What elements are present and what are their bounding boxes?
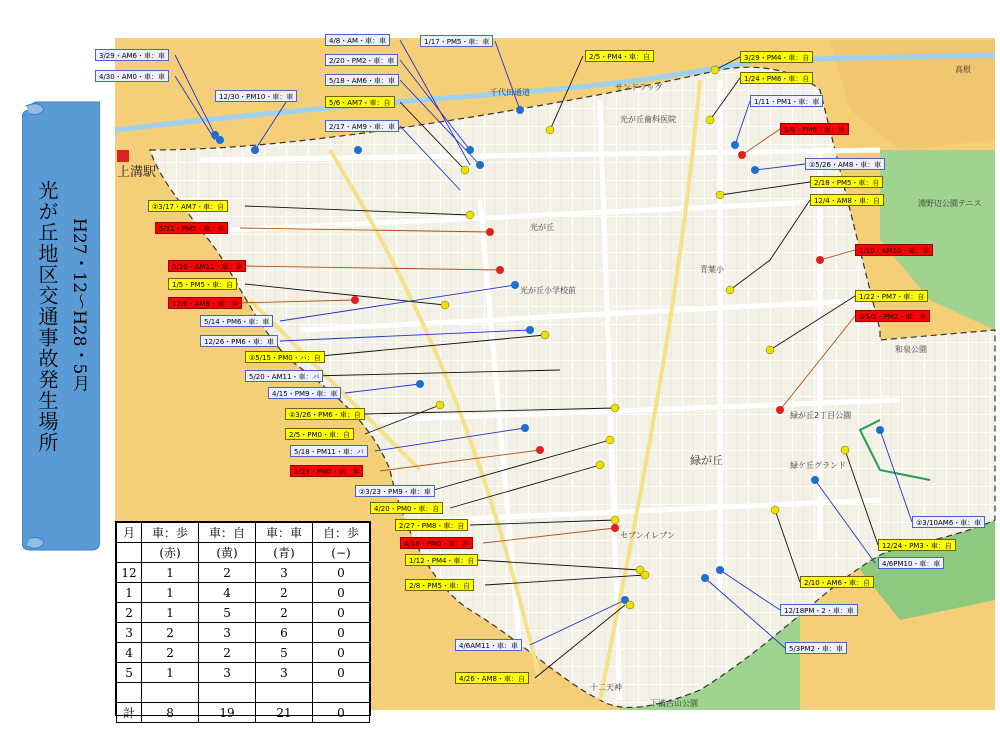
table-cell: 5 <box>199 603 256 623</box>
accident-label: 5/20・AM11・車：バ <box>245 370 323 382</box>
table-header: 車：車 <box>256 523 313 543</box>
pin-icon <box>876 426 884 434</box>
accident-label: 5/6・AM7・車：自 <box>325 96 395 108</box>
place-label: 十二天神 <box>590 683 622 692</box>
table-row <box>117 623 370 643</box>
accident-label: 1/5・PM5・車：自 <box>168 278 237 290</box>
accident-label: 5/18・AM6・車：車 <box>325 74 399 86</box>
table-row <box>117 703 370 723</box>
table-subheader: (青) <box>256 543 313 563</box>
accident-label: 4/15・PM9・車：車 <box>268 387 341 399</box>
accident-label: 5/8・PM6・車：歩 <box>780 123 849 135</box>
accident-label: ②3/10AM6・車：車 <box>912 516 985 528</box>
accident-label: 1/24・PM6・車：自 <box>740 72 813 84</box>
pin-icon <box>351 296 359 304</box>
table-cell: 2 <box>199 563 256 583</box>
pin-icon <box>436 401 444 409</box>
accident-label: 3/29・AM6・車：車 <box>95 49 169 61</box>
pin-icon <box>511 281 519 289</box>
accident-label: 1/11・PM1・車：車 <box>750 95 823 107</box>
accident-label: ②5/5・PM2・車：歩 <box>855 310 930 322</box>
accident-label: 5/31・PM5・車：歩 <box>155 222 228 234</box>
pin-icon <box>766 346 774 354</box>
accident-label: 4/26・AM8・車：自 <box>455 672 529 684</box>
pin-icon <box>611 524 619 532</box>
pin-icon <box>731 141 739 149</box>
place-label: 千代田通道 <box>490 88 530 97</box>
table-cell: 0 <box>312 563 369 583</box>
pin-icon <box>251 146 259 154</box>
table-row <box>117 683 370 703</box>
table-cell: 2 <box>256 583 313 603</box>
pin-icon <box>606 436 614 444</box>
accident-label: 2/18・PM5・車：自 <box>810 176 883 188</box>
accident-label: 2/5・PM0・車：自 <box>285 428 354 440</box>
accident-label: 3/29・PM4・車：自 <box>740 51 813 63</box>
accident-label: 2/8・PM5・車：自 <box>405 579 474 591</box>
place-label: 下溝古山公園 <box>650 699 698 708</box>
pin-icon <box>816 256 824 264</box>
table-cell: 3 <box>199 663 256 683</box>
accident-label: 12/18PM・2・車：車 <box>780 604 858 616</box>
table-row <box>117 563 370 583</box>
pin-icon <box>726 286 734 294</box>
pin-icon <box>641 571 649 579</box>
accident-label: 5/14・PM6・車：車 <box>200 315 273 327</box>
pin-icon <box>596 461 604 469</box>
pin-icon <box>716 566 724 574</box>
pin-icon <box>216 136 224 144</box>
table-cell <box>142 683 199 703</box>
pin-icon <box>486 228 494 236</box>
table-cell: 21 <box>256 703 313 723</box>
table-cell <box>312 683 369 703</box>
table-cell: 0 <box>312 643 369 663</box>
accident-label: 1/12・PM4・車：自 <box>405 554 478 566</box>
accident-label: ②5/26・AM8・車：車 <box>805 158 885 170</box>
table-cell <box>256 683 313 703</box>
accident-label: ②3/23・PM9・車：車 <box>355 485 435 497</box>
pin-icon <box>701 574 709 582</box>
table-cell: 1 <box>142 663 199 683</box>
table-header: 自：歩 <box>312 523 369 543</box>
table-header: 車：歩 <box>142 523 199 543</box>
pin-icon <box>611 516 619 524</box>
table-cell: 3 <box>256 663 313 683</box>
table-subheader: (赤) <box>142 543 199 563</box>
table-cell <box>117 683 142 703</box>
accident-label: 12/24・PM3・車：自 <box>878 539 956 551</box>
table-cell: 2 <box>142 623 199 643</box>
accident-label: 5/18・PM11・車：バ <box>290 445 368 457</box>
pin-icon <box>738 151 746 159</box>
accident-label: 1/22・PM7・車：自 <box>855 290 928 302</box>
place-label: 光が丘歯科医院 <box>620 115 676 124</box>
accident-label: 12/30・PM10・車：車 <box>215 90 297 102</box>
table-header: 車：自 <box>199 523 256 543</box>
table-subheader: (黄) <box>199 543 256 563</box>
place-label: セブンイレブン <box>620 531 675 540</box>
table-cell: 0 <box>312 623 369 643</box>
table-row <box>117 583 370 603</box>
place-label: 淵野辺公園テニス <box>918 199 982 208</box>
table-cell: 0 <box>312 663 369 683</box>
station-icon <box>117 150 129 162</box>
accident-label: 12/4・AM8・車：自 <box>810 194 884 206</box>
table-cell: 1 <box>117 583 142 603</box>
accident-label: 4/30・AM0・車：車 <box>95 70 169 82</box>
pin-icon <box>496 266 504 274</box>
table-cell: 2 <box>199 643 256 663</box>
map-period: H27・12～H28・5月 <box>69 218 89 392</box>
pin-icon <box>541 331 549 339</box>
map-title: 光が丘地区交通事故発生場所 <box>35 180 59 453</box>
accident-label: ②3/17・AM7・車：自 <box>148 200 228 212</box>
pin-icon <box>466 146 474 154</box>
pin-icon <box>626 601 634 609</box>
table-row <box>117 643 370 663</box>
accident-label: 5/16・AM11・車：歩 <box>168 260 246 272</box>
table-cell: 5 <box>117 663 142 683</box>
place-label: 緑が丘 <box>690 454 723 467</box>
table-cell <box>199 683 256 703</box>
accident-label: 4/6PM10・車：車 <box>878 557 944 569</box>
place-label: サンドラッグ <box>615 83 663 92</box>
pin-icon <box>536 446 544 454</box>
pin-icon <box>771 506 779 514</box>
place-label: 青葉小 <box>700 265 724 274</box>
accident-label: 2/10・AM6・車：自 <box>800 576 874 588</box>
table-subheader <box>117 543 142 563</box>
table-cell: 19 <box>199 703 256 723</box>
place-label: 光が丘小学校前 <box>520 286 576 295</box>
table-cell: 2 <box>256 603 313 623</box>
place-label: 高根 <box>955 65 971 74</box>
accident-label: 1/10・AM10・車：歩 <box>855 244 933 256</box>
table-cell: 3 <box>117 623 142 643</box>
pin-icon <box>441 301 449 309</box>
table-cell: 3 <box>256 563 313 583</box>
accident-label: 2/5・PM4・車：自 <box>585 50 654 62</box>
table-subheader: (−) <box>312 543 369 563</box>
pin-icon <box>811 476 819 484</box>
table-cell: 0 <box>312 583 369 603</box>
accident-label: ②3/26・PM6・車：自 <box>285 408 365 420</box>
table-cell: 2 <box>117 603 142 623</box>
pin-icon <box>461 166 469 174</box>
accident-label: 12/26・PM6・車：車 <box>200 335 278 347</box>
accident-label: 2/20・PM2・車：車 <box>325 54 398 66</box>
accident-label: 2/17・AM9・車：車 <box>325 120 399 132</box>
table-cell: 0 <box>312 703 369 723</box>
table-row <box>117 603 370 623</box>
table-cell: 1 <box>142 583 199 603</box>
table-header: 月 <box>117 523 142 543</box>
pin-icon <box>706 116 714 124</box>
pin-icon <box>476 161 484 169</box>
pin-icon <box>841 446 849 454</box>
accident-stats-table <box>115 521 371 720</box>
table-cell: 2 <box>142 643 199 663</box>
accident-label: 4/6AM11・車：車 <box>455 639 522 651</box>
accident-label: 4/18・PM0・車：歩 <box>400 537 473 549</box>
pin-icon <box>416 380 424 388</box>
station-label: 上溝駅 <box>117 165 157 180</box>
pin-icon <box>354 146 362 154</box>
table-cell: 6 <box>256 623 313 643</box>
table-cell: 12 <box>117 563 142 583</box>
place-label: 光が丘 <box>530 223 554 232</box>
table-cell: 4 <box>117 643 142 663</box>
accident-label: 5/3PM2・車：車 <box>785 642 847 654</box>
pin-icon <box>526 326 534 334</box>
table-cell: 5 <box>256 643 313 663</box>
pin-icon <box>751 166 759 174</box>
accident-label: ②5/15・PM0・バ：自 <box>245 351 325 363</box>
accident-label: 12/6・AM8・車：歩 <box>168 297 242 309</box>
table-row <box>117 663 370 683</box>
pin-icon <box>466 211 474 219</box>
table-cell: 0 <box>312 603 369 623</box>
pin-icon <box>711 66 719 74</box>
pin-icon <box>716 191 724 199</box>
pin-icon <box>546 126 554 134</box>
accident-label: 4/20・PM0・車：自 <box>370 502 443 514</box>
pin-icon <box>611 404 619 412</box>
place-label: 緑が丘2丁目公園 <box>790 411 852 420</box>
table-cell: 1 <box>142 563 199 583</box>
accident-label: 2/23・PM0・車：歩 <box>290 465 363 477</box>
table-cell: 8 <box>142 703 199 723</box>
table-cell: 1 <box>142 603 199 623</box>
accident-label: 1/17・PM5・車：車 <box>420 35 493 47</box>
table-cell: 4 <box>199 583 256 603</box>
table-cell: 3 <box>199 623 256 643</box>
pin-icon <box>516 106 524 114</box>
pin-icon <box>776 406 784 414</box>
place-label: 緑ケ丘グランド <box>790 461 846 470</box>
place-label: 和泉公園 <box>895 345 927 354</box>
accident-label: 4/8・AM・車：車 <box>325 34 390 46</box>
accident-label: 2/27・PM8・車：自 <box>395 519 468 531</box>
table-cell: 計 <box>117 703 142 723</box>
pin-icon <box>521 424 529 432</box>
